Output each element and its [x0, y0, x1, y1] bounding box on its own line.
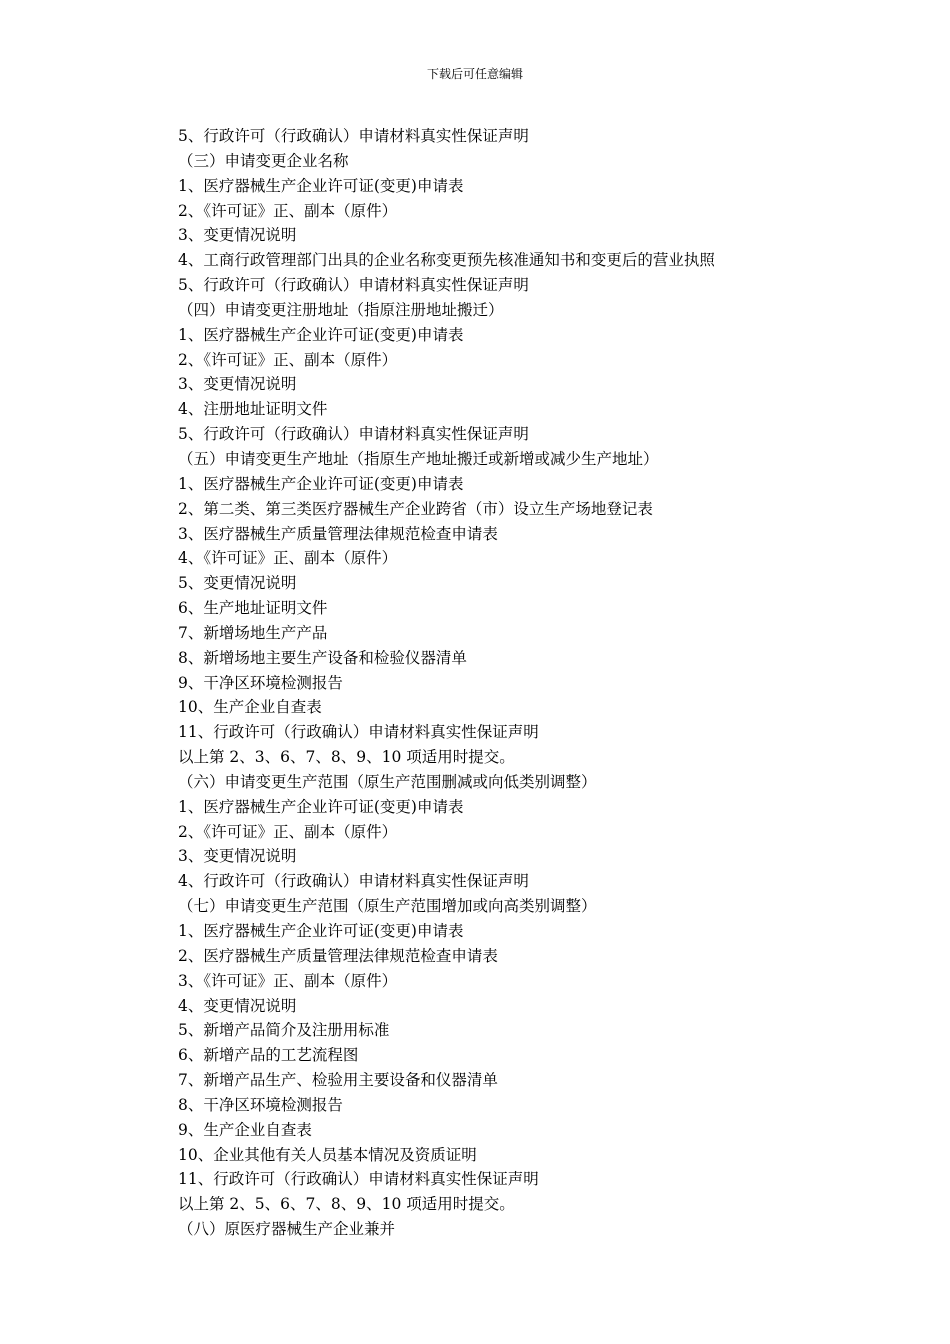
text-line: 8、干净区环境检测报告	[178, 1095, 343, 1114]
section-heading: （三）申请变更企业名称	[178, 151, 349, 170]
text-line: 2、《许可证》正、副本（原件）	[178, 201, 398, 220]
text-line: 4、《许可证》正、副本（原件）	[178, 549, 398, 568]
text-line: 2、《许可证》正、副本（原件）	[178, 350, 398, 369]
text-line: 3、医疗器械生产质量管理法律规范检查申请表	[178, 524, 498, 543]
text-line: 5、行政许可（行政确认）申请材料真实性保证声明	[178, 276, 529, 295]
text-line: 2、医疗器械生产质量管理法律规范检查申请表	[178, 946, 498, 965]
text-line: 3、《许可证》正、副本（原件）	[178, 971, 398, 990]
text-line: 11、行政许可（行政确认）申请材料真实性保证声明	[178, 1170, 539, 1189]
document-body	[178, 124, 878, 1242]
text-line: 8、新增场地主要生产设备和检验仪器清单	[178, 648, 467, 667]
text-line: 1、医疗器械生产企业许可证(变更)申请表	[178, 797, 464, 816]
text-line: 1、医疗器械生产企业许可证(变更)申请表	[178, 474, 464, 493]
text-line: 3、变更情况说明	[178, 226, 297, 245]
page-header: 下载后可任意编辑	[426, 67, 523, 81]
text-line: 5、行政许可（行政确认）申请材料真实性保证声明	[178, 425, 529, 444]
section-heading: （八）原医疗器械生产企业兼并	[178, 1220, 396, 1239]
text-line: 1、医疗器械生产企业许可证(变更)申请表	[178, 325, 464, 344]
text-line: 9、干净区环境检测报告	[178, 673, 343, 692]
note-line: 以上第 2、5、6、7、8、9、10 项适用时提交。	[178, 1195, 515, 1214]
section-heading: （四）申请变更注册地址（指原注册地址搬迁）	[178, 300, 504, 319]
text-line: 1、医疗器械生产企业许可证(变更)申请表	[178, 176, 464, 195]
text-line: 5、新增产品简介及注册用标准	[178, 1021, 390, 1040]
text-line: 7、新增产品生产、检验用主要设备和仪器清单	[178, 1071, 498, 1090]
section-heading: （五）申请变更生产地址（指原生产地址搬迁或新增或减少生产地址）	[178, 449, 659, 468]
text-line: 4、变更情况说明	[178, 996, 297, 1015]
text-line: 6、生产地址证明文件	[178, 599, 328, 618]
section-heading: （七）申请变更生产范围（原生产范围增加或向高类别调整）	[178, 897, 597, 916]
text-line: 10、生产企业自查表	[178, 698, 322, 717]
text-line: 5、行政许可（行政确认）申请材料真实性保证声明	[178, 127, 529, 145]
section-heading: （六）申请变更生产范围（原生产范围删减或向低类别调整）	[178, 772, 597, 791]
text-line: 9、生产企业自查表	[178, 1120, 312, 1139]
text-line: 2、第二类、第三类医疗器械生产企业跨省（市）设立生产场地登记表	[178, 499, 653, 518]
text-line: 4、行政许可（行政确认）申请材料真实性保证声明	[178, 872, 529, 891]
text-line: 6、新增产品的工艺流程图	[178, 1046, 359, 1065]
text-line: 7、新增场地生产产品	[178, 623, 328, 642]
text-line: 1、医疗器械生产企业许可证(变更)申请表	[178, 922, 464, 940]
note-line: 以上第 2、3、6、7、8、9、10 项适用时提交。	[178, 748, 515, 767]
text-line: 3、变更情况说明	[178, 847, 297, 866]
text-line: 4、工商行政管理部门出具的企业名称变更预先核准通知书和变更后的营业执照	[178, 251, 715, 270]
text-line: 4、注册地址证明文件	[178, 400, 328, 419]
text-line: 2、《许可证》正、副本（原件）	[178, 822, 398, 841]
text-line: 5、变更情况说明	[178, 574, 297, 593]
text-line: 10、企业其他有关人员基本情况及资质证明	[178, 1145, 477, 1164]
text-line: 3、变更情况说明	[178, 375, 297, 394]
text-line: 11、行政许可（行政确认）申请材料真实性保证声明	[178, 723, 539, 742]
